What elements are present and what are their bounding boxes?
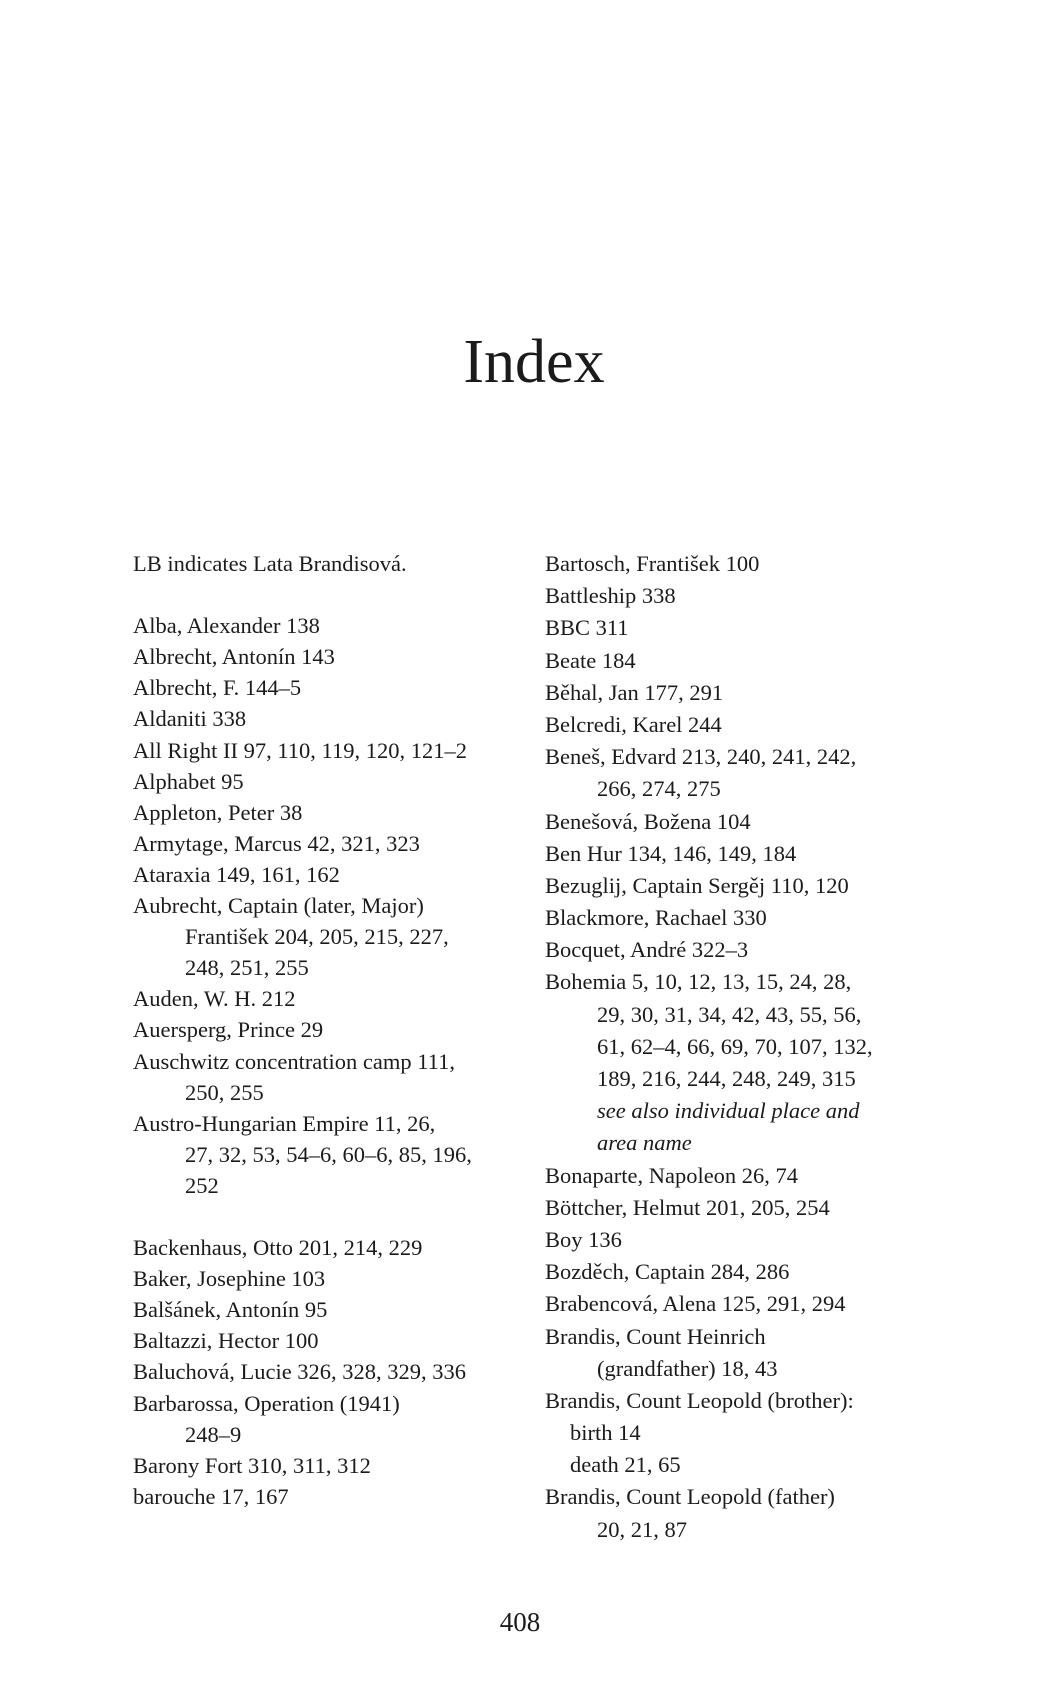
index-entry: All Right II 97, 110, 119, 120, 121–2 [133,737,467,763]
index-entry: Albrecht, F. 144–5 [133,675,302,701]
index-subline: František 204, 205, 215, 227, [185,924,449,950]
index-subline: 27, 32, 53, 54–6, 60–6, 85, 196, [185,1141,472,1167]
index-subline: 252 [185,1172,219,1198]
index-entry: Auschwitz concentration camp 111, [133,1048,455,1074]
index-entry: Böttcher, Helmut 201, 205, 254 [545,1194,830,1220]
index-entry: Benešová, Božena 104 [545,808,751,834]
index-subline: 20, 21, 87 [597,1516,687,1542]
index-entry: Barbarossa, Operation (1941) [133,1390,400,1416]
index-entry: Aldaniti 338 [133,706,247,732]
index-entry: LB indicates Lata Brandisová. [133,551,407,576]
index-entry: Beate 184 [545,647,636,673]
index-entry: Běhal, Jan 177, 291 [545,679,724,705]
index-entry: Albrecht, Antonín 143 [133,644,335,670]
index-entry: Belcredi, Karel 244 [545,711,722,737]
index-entry: Ataraxia 149, 161, 162 [133,861,340,887]
blank-line [133,579,553,610]
page-number: 408 [499,1607,541,1637]
index-entry: Backenhaus, Otto 201, 214, 229 [133,1235,423,1261]
index-subline: birth 14 [570,1420,641,1446]
index-entry: Appleton, Peter 38 [133,799,303,825]
index-entry: barouche 17, 167 [133,1483,289,1509]
index-entry: Ben Hur 134, 146, 149, 184 [545,840,797,866]
index-entry: Bartosch, František 100 [545,551,760,576]
index-entry: Battleship 338 [545,583,676,609]
index-entry: Auden, W. H. 212 [133,986,296,1012]
index-entry: Blackmore, Rachael 330 [545,905,767,931]
index-entry: Bozděch, Captain 284, 286 [545,1259,790,1285]
index-subline: 250, 255 [185,1079,264,1105]
index-subline: area name [597,1130,692,1156]
index-entry: Brandis, Count Leopold (father) [545,1484,835,1510]
index-column-right [545,548,965,1546]
index-column-left [133,548,553,1512]
index-entry: Alphabet 95 [133,768,244,794]
index-subline: 248–9 [185,1421,242,1447]
index-entry: Bezuglij, Captain Sergěj 110, 120 [545,872,849,898]
blank-line [133,1201,553,1232]
index-subline: see also individual place and [597,1098,860,1124]
index-entry: Brandis, Count Heinrich [545,1323,766,1349]
index-subline: 61, 62–4, 66, 69, 70, 107, 132, [597,1033,873,1059]
index-entry: Brabencová, Alena 125, 291, 294 [545,1291,846,1317]
index-subline: 248, 251, 255 [185,955,309,981]
index-entry: Armytage, Marcus 42, 321, 323 [133,830,420,856]
index-subline: death 21, 65 [570,1452,681,1478]
index-entry: Baker, Josephine 103 [133,1266,326,1292]
index-entry: Bocquet, André 322–3 [545,937,749,963]
index-entry: Austro-Hungarian Empire 11, 26, [133,1110,436,1136]
index-entry: Barony Fort 310, 311, 312 [133,1452,371,1478]
index-entry: BBC 311 [545,615,629,641]
index-entry: Bonaparte, Napoleon 26, 74 [545,1162,799,1188]
index-entry: Beneš, Edvard 213, 240, 241, 242, [545,744,857,770]
index-entry: Balšánek, Antonín 95 [133,1297,328,1323]
index-entry: Aubrecht, Captain (later, Major) [133,893,424,919]
index-entry: Alba, Alexander 138 [133,613,320,639]
index-entry: Boy 136 [545,1226,622,1252]
index-subline: 266, 274, 275 [597,776,721,802]
index-subline: (grandfather) 18, 43 [597,1355,778,1381]
index-subline: 29, 30, 31, 34, 42, 43, 55, 56, [597,1001,862,1027]
index-entry: Brandis, Count Leopold (brother): [545,1387,854,1413]
index-entry: Bohemia 5, 10, 12, 13, 15, 24, 28, [545,969,852,995]
page-title: Index [463,328,605,396]
index-entry: Baluchová, Lucie 326, 328, 329, 336 [133,1359,467,1385]
index-subline: 189, 216, 244, 248, 249, 315 [597,1066,856,1091]
index-entry: Baltazzi, Hector 100 [133,1328,319,1354]
index-entry: Auersperg, Prince 29 [133,1017,324,1043]
